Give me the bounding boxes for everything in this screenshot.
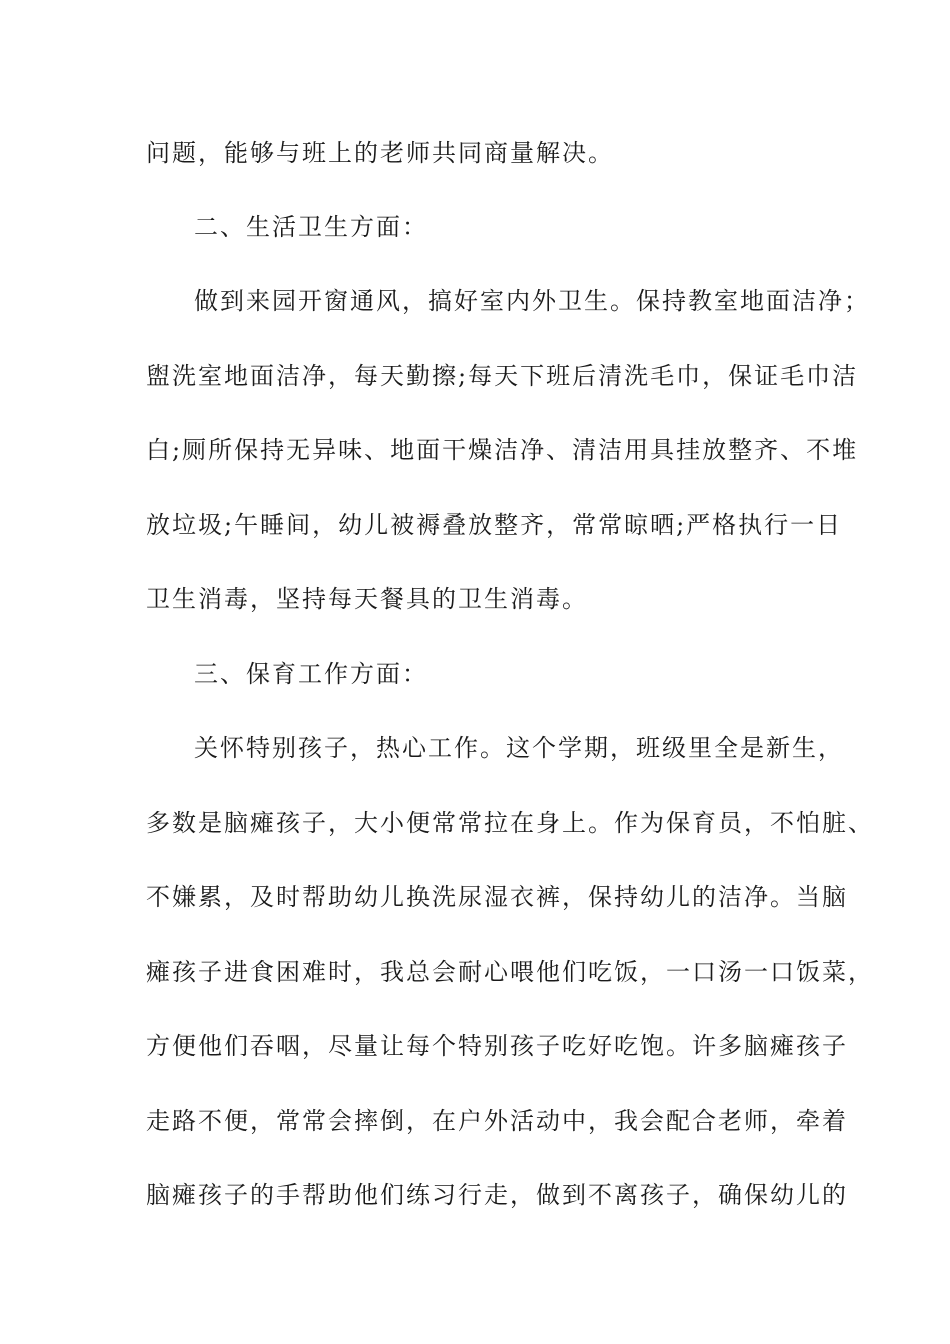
text-line: 方便他们吞咽，尽量让每个特别孩子吃好吃饱。许多脑瘫孩子 [146, 1032, 848, 1060]
text-line: 白;厕所保持无异味、地面干燥洁净、清洁用具挂放整齐、不堆 [146, 436, 859, 464]
text-line: 走路不便，常常会摔倒，在户外活动中，我会配合老师，牵着 [146, 1107, 848, 1135]
section-heading: 三、保育工作方面： [194, 660, 428, 688]
text-line: 瘫孩子进食困难时，我总会耐心喂他们吃饭，一口汤一口饭菜， [146, 958, 874, 986]
text-line: 脑瘫孩子的手帮助他们练习行走，做到不离孩子，确保幼儿的 [146, 1181, 848, 1209]
text-line: 做到来园开窗通风，搞好室内外卫生。保持教室地面洁净； [194, 287, 870, 315]
text-line: 盥洗室地面洁净，每天勤擦;每天下班后清洗毛巾，保证毛巾洁 [146, 362, 859, 390]
text-line: 卫生消毒，坚持每天餐具的卫生消毒。 [146, 585, 588, 613]
section-heading: 二、生活卫生方面： [194, 213, 428, 241]
text-line: 多数是脑瘫孩子，大小便常常拉在身上。作为保育员，不怕脏、 [146, 809, 874, 837]
text-line: 放垃圾;午睡间，幼儿被褥叠放整齐，常常晾晒;严格执行一日 [146, 511, 843, 539]
text-line: 关怀特别孩子，热心工作。这个学期，班级里全是新生， [194, 734, 844, 762]
text-line: 不嫌累，及时帮助幼儿换洗尿湿衣裤，保持幼儿的洁净。当脑 [146, 883, 848, 911]
text-line: 问题，能够与班上的老师共同商量解决。 [146, 139, 614, 167]
